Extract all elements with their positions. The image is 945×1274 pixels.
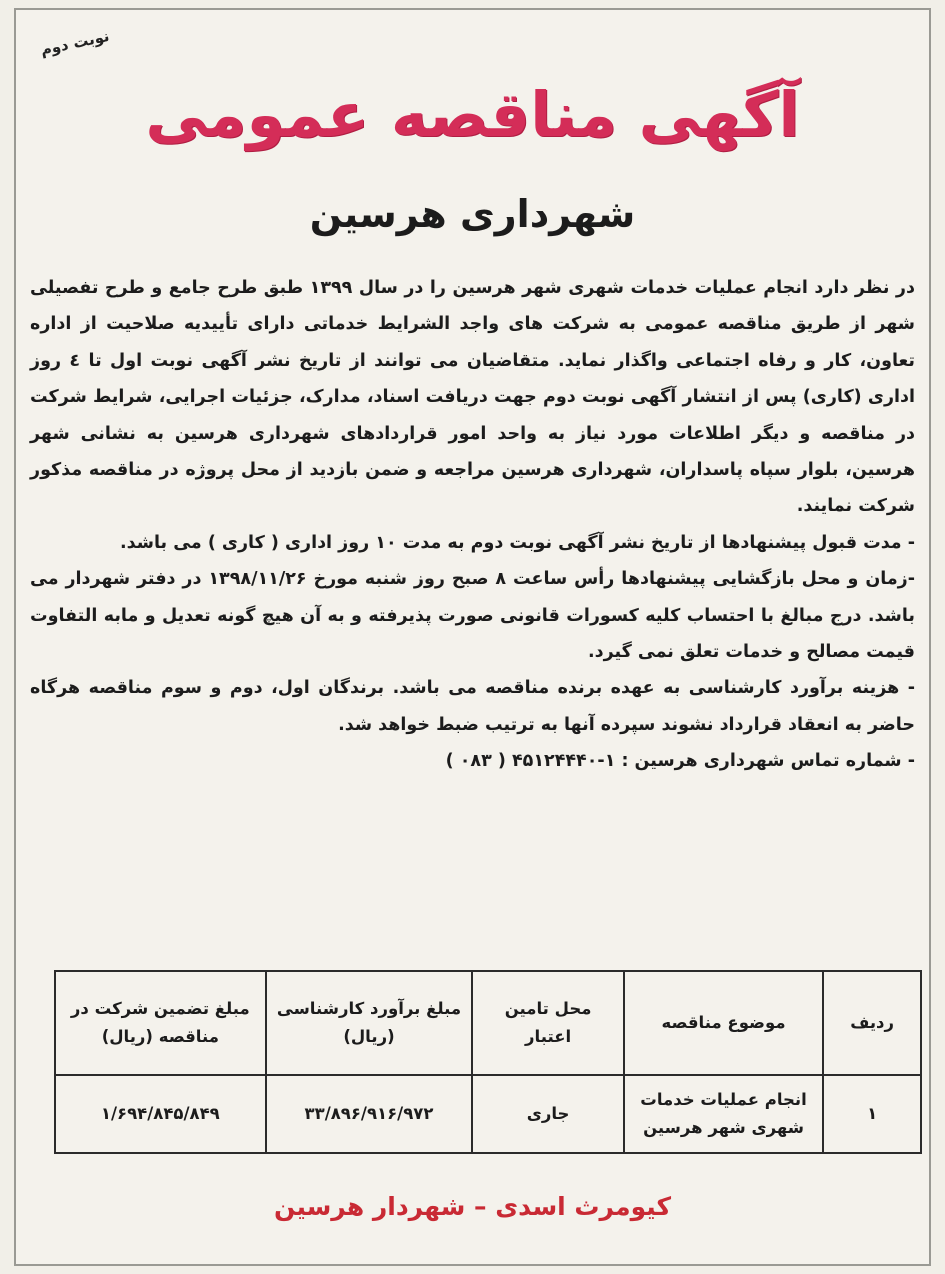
body-paragraph-deadline: - مدت قبول پیشنهادها از تاریخ نشر آگهی نوبت دوم به مدت ۱۰ روز اداری ( کاری ) می باشد. <box>120 532 915 553</box>
cell-estimated-amount: ۳۳/۸۹۶/۹۱۶/۹۷۲ <box>266 1075 473 1153</box>
header-guarantee-amount: مبلغ تضمین شرکت در مناقصه (ریال) <box>55 971 266 1075</box>
round-label: نوبت دوم <box>38 26 111 60</box>
organization-name: شهرداری هرسین <box>309 192 636 236</box>
header-estimated-amount: مبلغ برآورد کارشناسی (ریال) <box>266 971 473 1075</box>
header-row-number: ردیف <box>823 971 921 1075</box>
header-funding-source: محل تامین اعتبار <box>472 971 624 1075</box>
tender-table <box>54 970 922 1154</box>
table-header-row <box>55 971 921 1075</box>
notice-title: آگهی مناقصه عمومی <box>145 78 800 151</box>
notice-body <box>30 270 915 780</box>
mayor-signature: کیومرث اسدی – شهردار هرسین <box>274 1192 671 1221</box>
header-subject: موضوع مناقصه <box>624 971 823 1075</box>
cell-guarantee-amount: ۱/۶۹۴/۸۴۵/۸۴۹ <box>55 1075 266 1153</box>
cell-subject: انجام عملیات خدمات شهری شهر هرسین <box>624 1075 823 1153</box>
table-row <box>55 1075 921 1153</box>
body-paragraph-intro: در نظر دارد انجام عملیات خدمات شهری شهر هرسین را در سال ۱۳۹۹ طبق طرح جامع و طرح تفصیلی شهر از طریق مناقصه عمومی به شرکت های واجد الشرایط خدماتی دارای تأییدیه صلاحیت از اداره تعاون، کار و رفاه اجتماعی واگذار نماید. متقاضیان می توانند از تاریخ نشر آگهی نوبت اول تا ٤ روز اداری (کاری) پس از انتشار آگهی نوبت دوم جهت دریافت اسناد، مدارک، جزئیات اجرایی، شرایط شرکت در مناقصه و دیگر اطلاعات مورد نیاز به واحد امور قراردادهای شهرداری هرسین به نشانی شهر هرسین، بلوار سپاه پاسداران، شهرداری هرسین مراجعه و ضمن بازدید از محل پروژه در مناقصه مذکور شرکت نمایند. <box>30 278 916 517</box>
cell-funding-source: جاری <box>472 1075 624 1153</box>
body-paragraph-costs: - هزینه برآورد کارشناسی به عهده برنده مناقصه می باشد. برندگان اول، دوم و سوم مناقصه هرگاه حاضر به انعقاد قرارداد نشوند سپرده آنها به ترتیب ضبط خواهد شد. <box>30 678 915 735</box>
cell-row-number: ۱ <box>823 1075 921 1153</box>
body-paragraph-contact: - شماره تماس شهرداری هرسین : ۱-۴۵۱۲۴۴۴۰ ( ۰۸۳ ) <box>445 751 915 772</box>
body-paragraph-opening: -زمان و محل بازگشایی پیشنهادها رأس ساعت ۸ صبح روز شنبه مورخ ۱۳۹۸/۱۱/۲۶ در دفتر شهردار می باشد. درج مبالغ با احتساب کلیه کسورات قانونی صورت پذیرفته و به آن هیچ گونه تعدیل و مابه التفاوت قیمت مصالح و خدمات تعلق نمی گیرد. <box>30 569 915 663</box>
